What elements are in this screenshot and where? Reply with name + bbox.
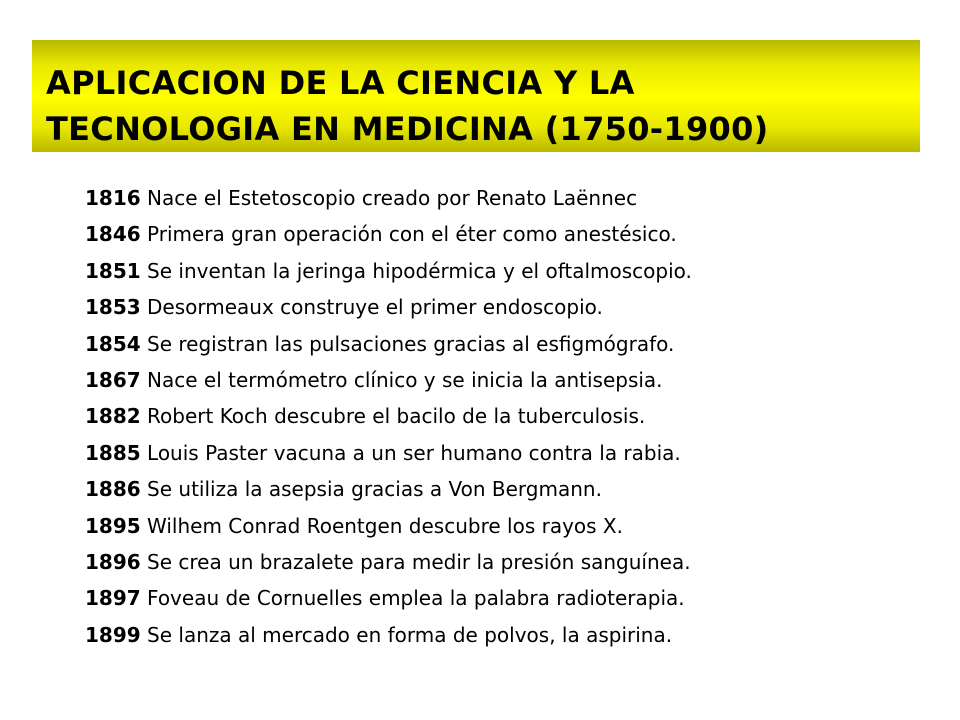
- event-year: 1846: [85, 222, 141, 247]
- timeline-item: [85, 580, 692, 616]
- event-year: 1899: [85, 622, 141, 647]
- title-line-2: TECNOLOGIA EN MEDICINA (1750-1900): [46, 110, 769, 148]
- event-year: 1896: [85, 549, 141, 574]
- event-year: 1851: [85, 258, 141, 283]
- event-text: Primera gran operación con el éter como anestésico.: [147, 222, 677, 247]
- event-text: Foveau de Cornuelles emplea la palabra radioterapia.: [147, 586, 685, 611]
- timeline-item: [85, 508, 692, 544]
- timeline-item: [85, 435, 692, 471]
- title-banner: [32, 40, 920, 152]
- event-text: Nace el Estetoscopio creado por Renato Laënnec: [147, 186, 638, 210]
- event-text: Desormeaux construye el primer endoscopio.: [147, 295, 603, 320]
- event-text: Se inventan la jeringa hipodérmica y el oftalmoscopio.: [147, 258, 692, 283]
- event-text: Se registran las pulsaciones gracias al esfigmógrafo.: [147, 331, 675, 356]
- timeline-item: [85, 326, 692, 362]
- event-text: Se lanza al mercado en forma de polvos, la aspirina.: [147, 622, 673, 647]
- event-year: 1885: [85, 440, 141, 465]
- event-year: 1895: [85, 513, 141, 538]
- timeline-item: [85, 289, 692, 325]
- timeline-item: [85, 544, 692, 580]
- event-year: 1854: [85, 331, 141, 356]
- timeline-item: [85, 398, 692, 434]
- event-year: 1816: [85, 186, 141, 210]
- event-year: 1897: [85, 586, 141, 611]
- event-year: 1886: [85, 477, 141, 502]
- event-text: Louis Paster vacuna a un ser humano contra la rabia.: [147, 440, 681, 465]
- event-year: 1882: [85, 404, 141, 429]
- timeline-item: [85, 216, 692, 252]
- timeline-item: [85, 617, 692, 653]
- event-year: 1867: [85, 367, 141, 392]
- timeline-list: [85, 180, 692, 653]
- timeline-item: [85, 180, 692, 216]
- timeline-item: [85, 362, 692, 398]
- event-year: 1853: [85, 295, 141, 320]
- event-text: Wilhem Conrad Roentgen descubre los rayos X.: [147, 513, 623, 538]
- event-text: Se crea un brazalete para medir la presión sanguínea.: [147, 549, 691, 574]
- event-text: Se utiliza la asepsia gracias a Von Bergmann.: [147, 477, 602, 502]
- event-text: Robert Koch descubre el bacilo de la tuberculosis.: [147, 404, 646, 429]
- timeline-item: [85, 253, 692, 289]
- title-line-1: APLICACION DE LA CIENCIA Y LA: [46, 64, 635, 102]
- timeline-item: [85, 471, 692, 507]
- event-text: Nace el termómetro clínico y se inicia la antisepsia.: [147, 367, 663, 392]
